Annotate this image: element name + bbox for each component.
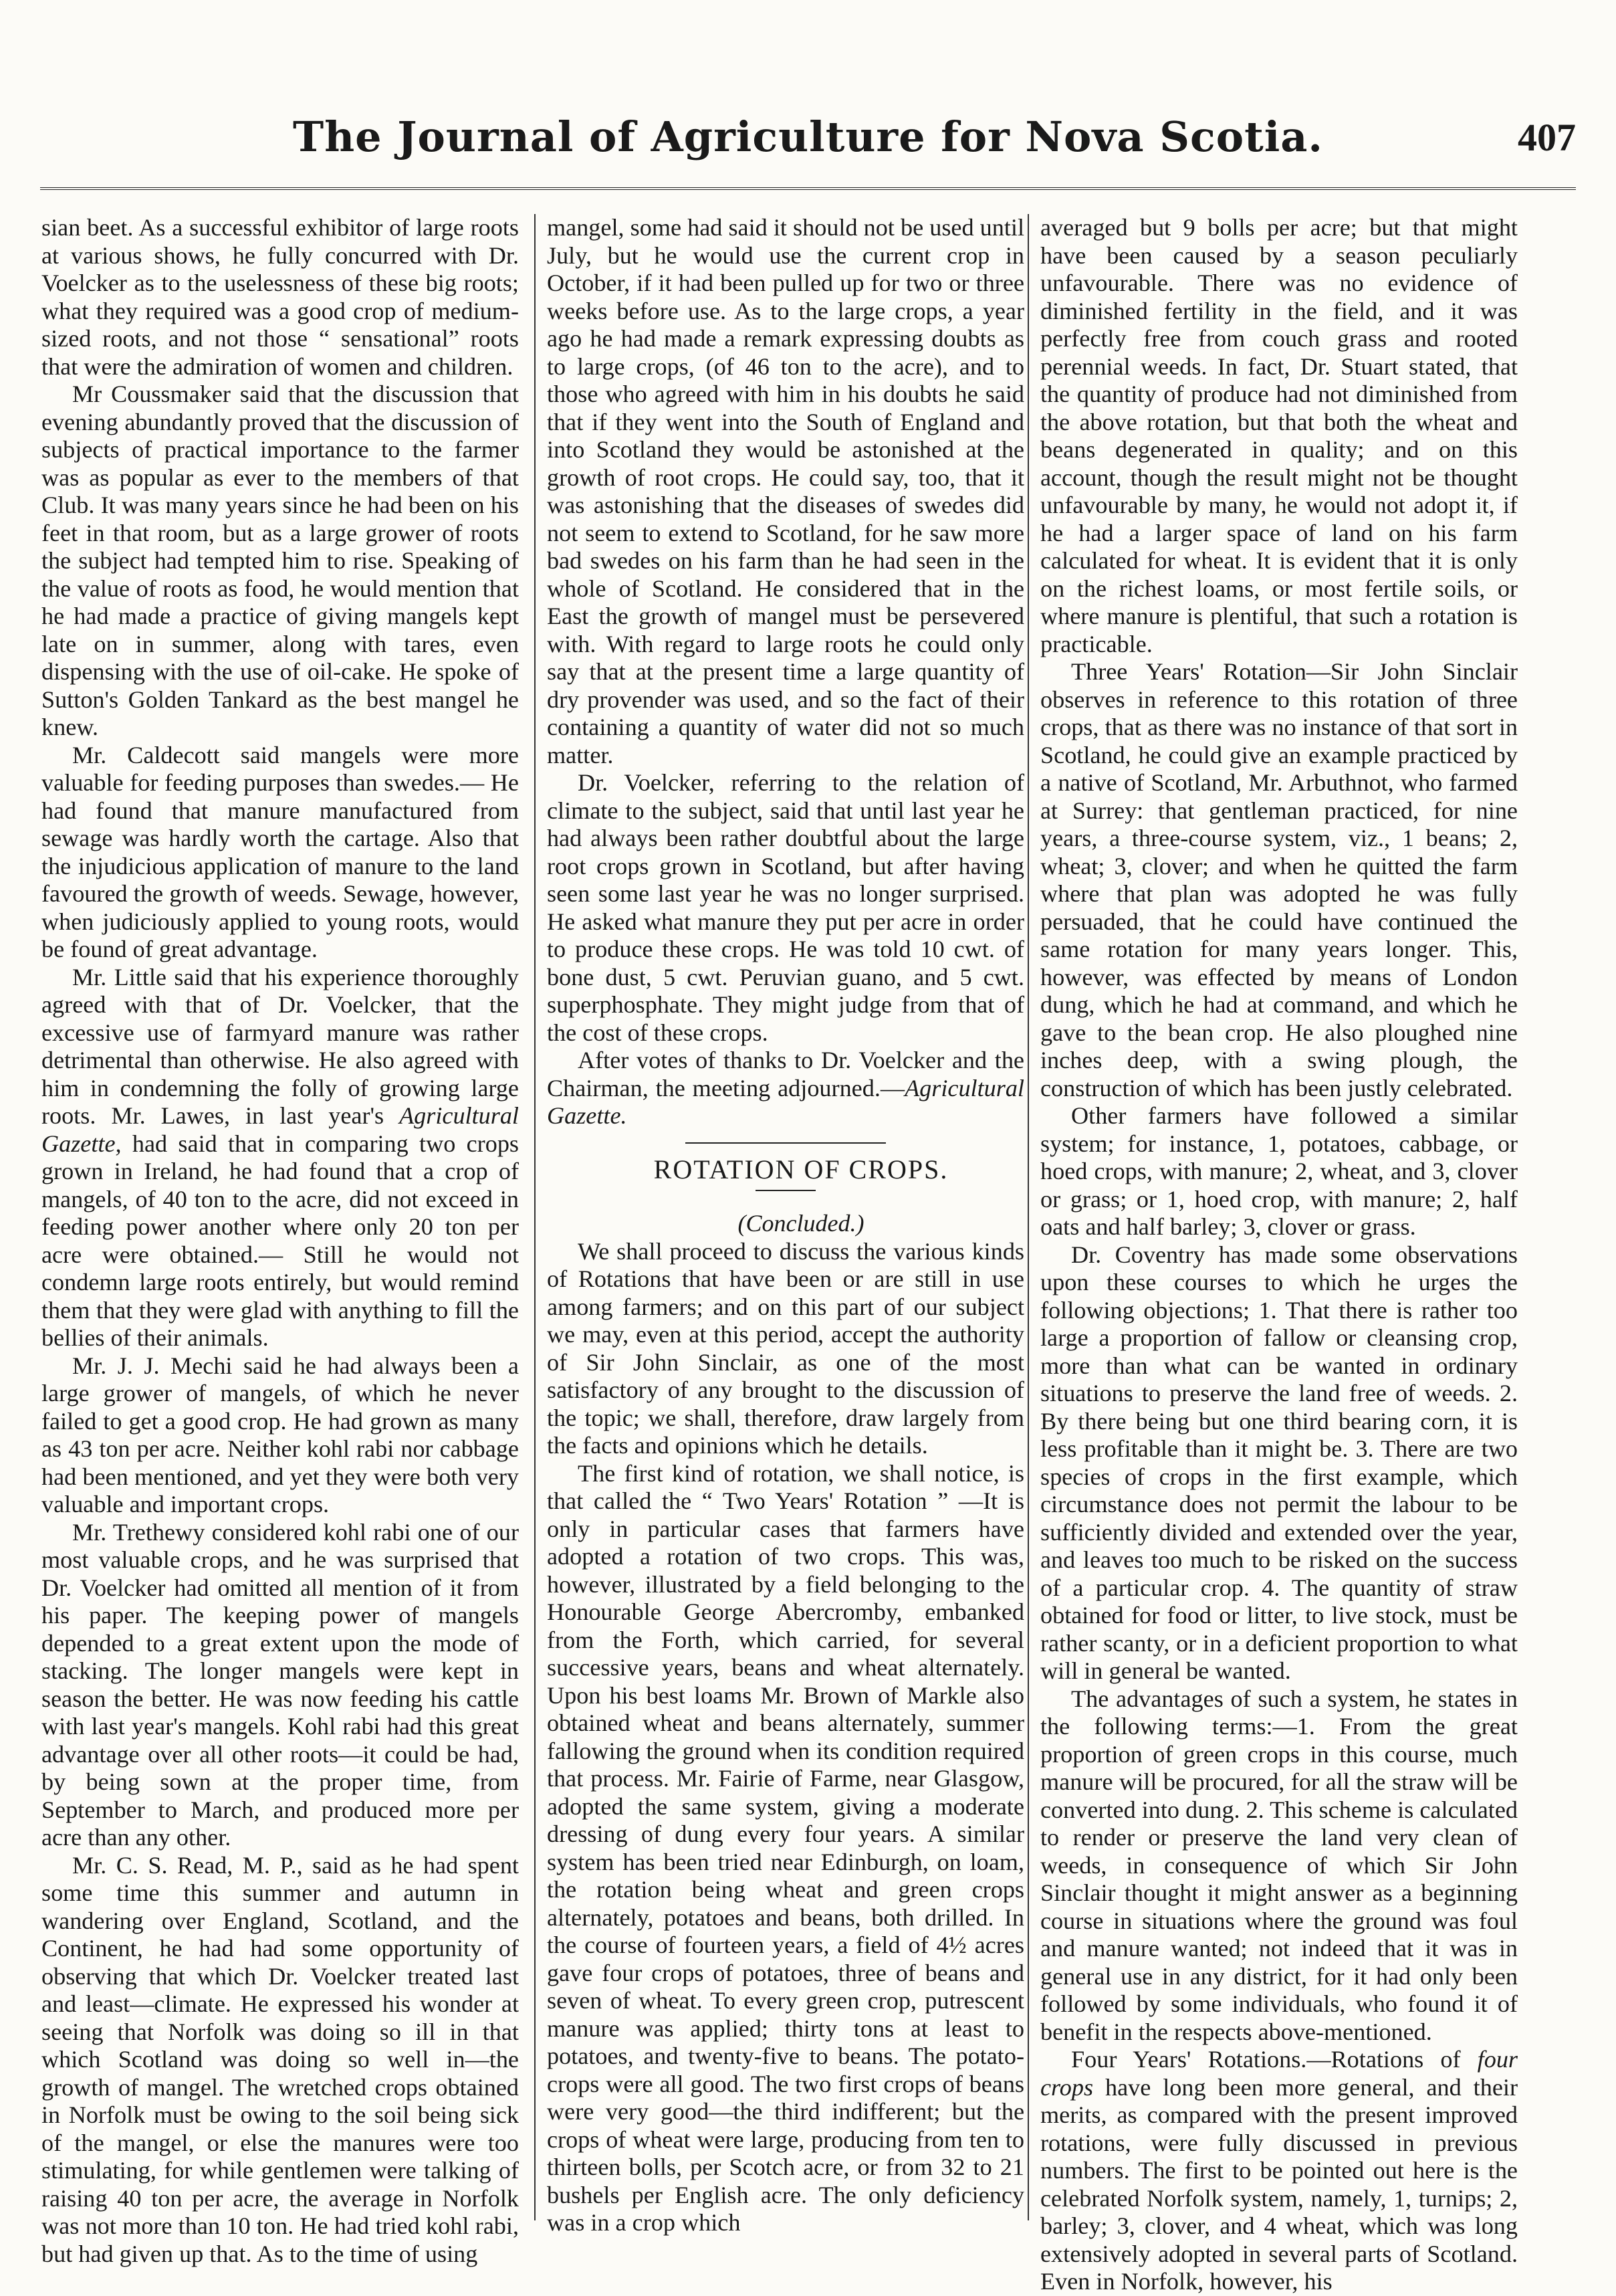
paragraph: Mr. Trethewy considered kohl rabi one of our most valuable crops, and he was surprised that Dr. Voelcker had omitted all mention of it from his paper. The keeping power of mangels depended to a great extent upon the mode of stacking. The longer mangels were kept in season the better. He was now feeding his cattle with last year's mangels. Kohl rabi had this great advantage over all other roots—it could be had, by being sown at the proper time, from September to March, and produced more per acre than any other. (41, 1518, 519, 1851)
page-header (40, 100, 1576, 181)
text-run: have long been more general, and their merits, as compared with the present improved rotations, were fully discussed in previous numbers. The first to be pointed out here is the celebrated Norfolk system, namely, 1, turnips; 2, barley; 3, clover, and 4 wheat, which was long extensively adopted in several parts of Scotland. Even in Norfolk, however, his (1040, 2073, 1518, 2295)
section-rule (685, 1142, 886, 1144)
paragraph: mangel, some had said it should not be used until July, but he would use the current crop in October, if it had been pulled up for two or three weeks before use. As to the large crops, a year ago he had made a remark expressing doubts as to large crops, (of 46 ton to the acre), and to those who agreed with him in his doubts he said that if they went into the South of England and into Scotland they would be astonished at the growth of root crops. He could say, too, that it was astonishing that the diseases of swedes did not seem to extend to Scotland, for he saw more bad swedes on his farm than he had seen in the whole of Scotland. He considered that in the East the growth of mangel must be persevered with. With regard to large roots he could only say that at the present time a large quantity of dry provender was used, and so the fact of their containing a quantity of water did not so much matter. (547, 214, 1024, 768)
section-subheading: (Concluded.) (737, 1210, 864, 1237)
paragraph: Mr. Caldecott said mangels were more valuable for feeding purposes than swedes.— He had found that manure manufactured from sewage was hardly worth the cartage. Also that the injudicious application of manure to the land favoured the growth of weeds. Sewage, however, when judiciously applied to young roots, would be found of great advantage. (41, 741, 519, 962)
column-1 (41, 214, 519, 2267)
paragraph: Mr. J. J. Mechi said he had always been a large grower of mangels, of which he never failed to get a good crop. He had grown as many as 43 ton per acre. Neither kohl rabi nor cabbage had been mentioned, and yet they were both very valuable and important crops. (41, 1352, 519, 1518)
running-title: The Journal of Agriculture for Nova Scotia. (292, 112, 1324, 161)
paragraph: averaged but 9 bolls per acre; but that might have been caused by a season peculiarly unfavourable. There was no evidence of diminished fertility in the field, and it was perfectly free from couch grass and rooted perennial weeds. In fact, Dr. Stuart stated, that the quantity of produce had not diminished from the above rotation, but that both the wheat and beans degenerated in quality; and on this account, though the result might not be thought unfavourable by many, he would not adopt it, if he had a larger space of land on his farm calculated for wheat. It is evident that it is only on the richest loams, or most fertile soils, or where manure is plentiful, that such a rotation is practicable. (1040, 214, 1518, 657)
short-rule (756, 1190, 816, 1191)
italic-source: Agricultural Gazette. (547, 1074, 1024, 1129)
paragraph (1040, 2046, 1518, 2296)
paragraph: Dr. Voelcker, referring to the relation of climate to the subject, said that until last year he had always been rather doubtful about the large root crops grown in Scotland, but after having seen some last year he was no longer surprised. He asked what manure they put per acre in order to produce these crops. He was told 10 cwt. of bone dust, 5 cwt. Peruvian guano, and 5 cwt. superphosphate. They might judge from that of the cost of these crops. (547, 769, 1024, 1046)
paragraph: Other farmers have followed a similar system; for instance, 1, potatoes, cabbage, or hoed crops, with manure; 2, wheat, and 3, clover or grass; or 1, hoed crop, with manure; 2, half oats and half barley; 3, clover or grass. (1040, 1102, 1518, 1240)
column-divider (534, 214, 536, 2220)
page-number: 407 (1518, 116, 1576, 159)
italic-title: Agricultural Gazette, (41, 1102, 519, 1157)
header-rule (40, 187, 1576, 190)
italic-text: four crops (1040, 2046, 1518, 2101)
text-run: Four Years' Rotations.—Rotations of (1071, 2046, 1478, 2073)
column-2 (547, 214, 1024, 2240)
column-divider (1028, 214, 1029, 2220)
text-run: Mr. Little said that his experience thoroughly agreed with that of Dr. Voelcker, that the excessive use of farmyard manure was rather detrimental than otherwise. He also agreed with him in condemning the folly of growing large roots. Mr. Lawes, in last year's (41, 963, 519, 1129)
paragraph: sian beet. As a successful exhibitor of large roots at various shows, he fully concurred with Dr. Voelcker as to the uselessness of these big roots; what they required was a good crop of medium-sized roots, and not those “ sensational” roots that were the admiration of women and children. (41, 214, 519, 380)
text-run: had said that in comparing two crops grown in Ireland, he had found that a crop of mangels, of 40 ton to the acre, did not exceed in feeding power another where only 20 ton per acre were obtained.— Still he would not condemn large roots entirely, but would remind them that they were glad with anything to fill the bellies of their animals. (41, 1130, 519, 1351)
paragraph: Dr. Coventry has made some observations upon these courses to which he urges the following objections; 1. That there is rather too large a proportion of fallow or cleansing crop, more than what can be wanted in ordinary situations to preserve the land free of weeds. 2. By there being but one third bearing corn, it is less profitable than it might be. 3. There are two species of crops in the first example, which circumstance does not permit the labour to be sufficiently divided and extended over the year, and leaves too much to be risked on the success of a particular crop. 4. The quantity of straw obtained for food or litter, to live stock, must be rather scanty, or in a deficient proportion to what will in general be wanted. (1040, 1241, 1518, 1684)
paragraph: We shall proceed to discuss the various kinds of Rotations that have been or are still in use among farmers; and on this part of our subject we may, even at this period, accept the authority of Sir John Sinclair, as one of the most satisfactory of any brought to the discussion of the topic; we shall, therefore, draw largely from the facts and opinions which he details. (547, 1237, 1024, 1459)
text-run: After votes of thanks to Dr. Voelcker and the Chairman, the meeting adjourned.— (547, 1047, 1024, 1102)
paragraph (41, 964, 519, 1352)
paragraph: Mr Coussmaker said that the discussion that evening abundantly proved that the discussion of subjects of practical importance to the farmer was as popular as ever to the members of that Club. It was many years since he had been on his feet in that room, but as a large grower of roots the subject had tempted him to rise. Speaking of the value of roots as food, he would mention that he had made a practice of giving mangels kept late on in summer, along with tares, even dispensing with the use of oil-cake. He spoke of Sutton's Golden Tankard as the best mangel he knew. (41, 381, 519, 740)
paragraph: Three Years' Rotation—Sir John Sinclair observes in reference to this rotation of three crops, that as there was no instance of that sort in Scotland, he could give an example practiced by a native of Scotland, Mr. Arbuthnot, who farmed at Surrey: that gentleman practiced, for nine years, a three-course system, viz., 1 beans; 2, wheat; 3, clover; and when he quitted the farm where that plan was adopted he was fully persuaded, that he could have continued the same rotation for many years longer. This, however, was effected by means of London dung, which he had at command, and which he gave to the bean crop. He also ploughed nine inches deep, with a swing plough, the construction of which has been justly celebrated. (1040, 658, 1518, 1102)
paragraph (547, 1047, 1024, 1130)
paragraph: The advantages of such a system, he states in the following terms:—1. From the great proportion of green crops in this course, much manure will be procured, for all the straw will be converted into dung. 2. This scheme is calculated to render or preserve the land very clean of weeds, in consequence of which Sir John Sinclair thought it might answer as a beginning course in situations where the ground was foul and manure wanted; not indeed that it was in general use in any district, for it had only been followed by some individuals, who found it of benefit in the respects above-mentioned. (1040, 1685, 1518, 2045)
paragraph: Mr. C. S. Read, M. P., said as he had spent some time this summer and autumn in wandering over England, Scotland, and the Continent, he had had some opportunity of observing that which Dr. Voelcker treated last and least—climate. He expressed his wonder at seeing that Norfolk was doing so ill in that which Scotland was doing so well in—the growth of mangel. The wretched crops obtained in Norfolk must be owing to the soil being sick of the mangel, or else the manures were too stimulating, for while gentlemen were talking of raising 40 ton per acre, the average in Norfolk was not more than 10 ton. He had tried kohl rabi, but had given up that. As to the time of using (41, 1851, 519, 2267)
column-3 (1040, 214, 1518, 2295)
section-heading: ROTATION OF CROPS. (653, 1154, 949, 1184)
paragraph: The first kind of rotation, we shall notice, is that called the “ Two Years' Rotation ” —It is only in particular cases that farmers have adopted a rotation of two crops. This was, however, illustrated by a field belonging to the Honourable George Abercromby, embanked from the Forth, which carried, for several successive years, beans and wheat alternately. Upon his best loams Mr. Brown of Markle also obtained wheat and beans alternately, summer fallowing the ground when its condition required that process. Mr. Fairie of Farme, near Glasgow, adopted the same system, giving a moderate dressing of dung every four years. A similar system has been tried near Edinburgh, on loam, the rotation being wheat and green crops alternately, potatoes and beans, both drilled. In the course of fourteen years, a field of 4½ acres gave four crops of potatoes, three of beans and seven of wheat. To every green crop, putrescent manure was applied; thirty tons at least to potatoes, and twenty-five to beans. The potato-crops were all good. The two first crops of beans were very good—the third indifferent; but the crops of wheat were large, producing from ten to thirteen bolls, per Scotch acre, or from 32 to 21 bushels per English acre. The only deficiency was in a crop which (547, 1459, 1024, 2236)
